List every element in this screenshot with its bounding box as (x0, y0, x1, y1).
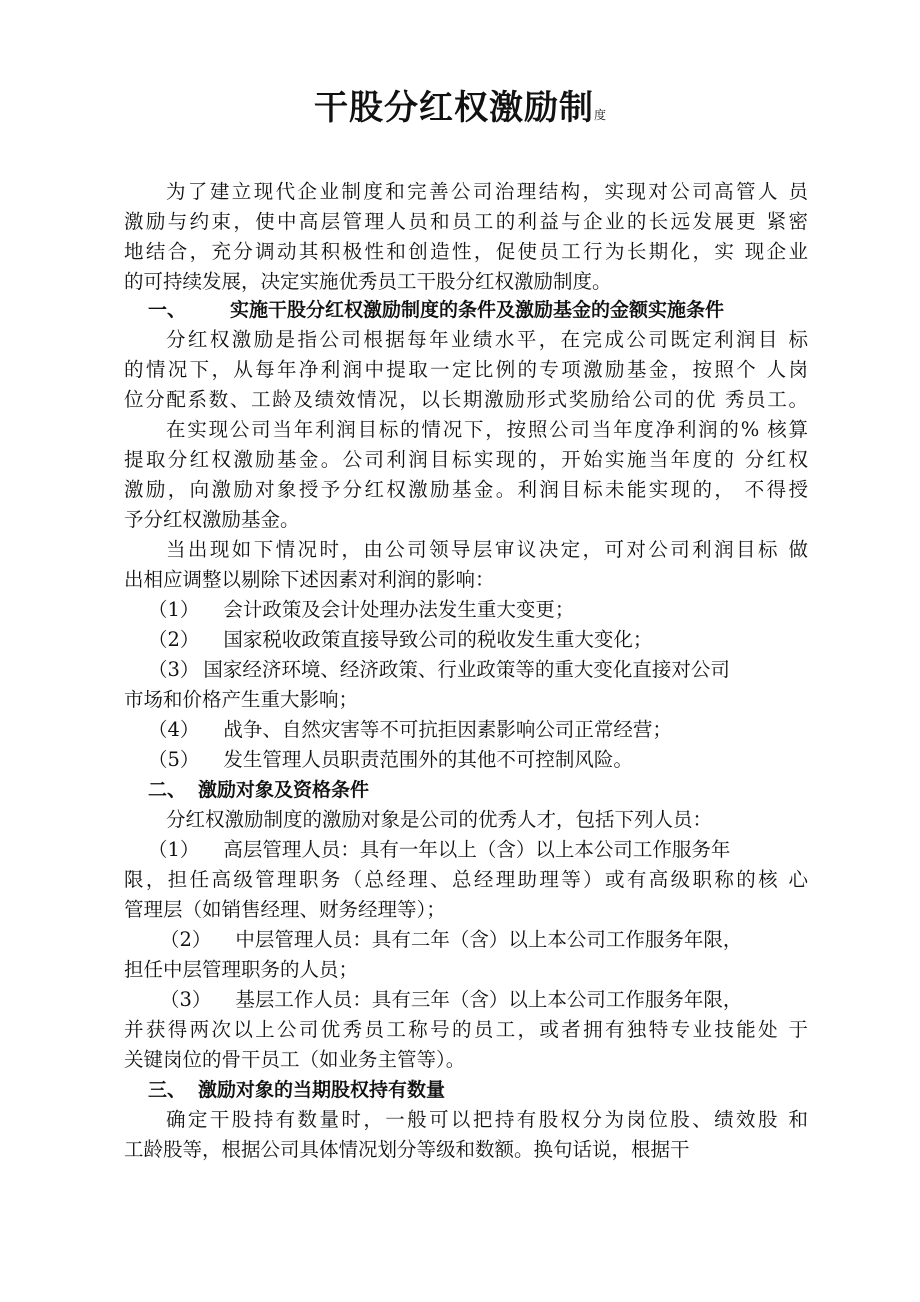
s1-p1-line-3: 位分配系数、工龄及绩效情况，以长期激励形式奖励给公司的优 秀员工。 (124, 388, 808, 411)
s1-item-3-cont: 市场和价格产生重大影响； (124, 688, 359, 711)
s1-item-3 (148, 656, 832, 684)
section-2-heading (148, 776, 832, 804)
s2-item-1-number: （1） (148, 838, 200, 861)
s3-p1-line-1: 确定干股持有数量时，一般可以把持有股权分为岗位股、绩效股 和 (166, 1108, 808, 1131)
s1-p3-line-1: 当出现如下情况时，由公司领导层审议决定，可对公司利润目标 做 (166, 538, 808, 561)
section-1-number: 一、 (148, 299, 187, 321)
s1-item-2 (148, 626, 832, 654)
s2-intro: 分红权激励制度的激励对象是公司的优秀人才，包括下列人员： (166, 808, 713, 831)
s2-item-1-line-2: 限，担任高级管理职务（总经理、总经理助理等）或有高级职称的核 心 (124, 868, 808, 891)
s1-item-5-text: 发生管理人员职责范围外的其他不可控制风险。 (223, 748, 633, 771)
s2-item-2-line-1: 中层管理人员：具有二年（含）以上本公司工作服务年限， (235, 928, 743, 951)
section-2-number: 二、 (148, 779, 187, 801)
section-1-title: 实施干股分红权激励制度的条件及激励基金的金额实施条件 (230, 299, 725, 321)
s2-item-3 (160, 986, 808, 1014)
s1-p2-line-3: 激励，向激励对象授予分红权激励基金。利润目标未能实现的， 不得授 (124, 478, 808, 501)
document-title (0, 80, 920, 129)
s1-p2-line-2: 提取分红权激励基金。公司利润目标实现的，开始实施当年度的 分红权 (124, 448, 808, 471)
section-1-heading (148, 296, 832, 324)
s1-p2-line-4: 予分红权激励基金。 (124, 508, 300, 531)
intro-line-4: 的可持续发展，决定实施优秀员工干股分红权激励制度。 (124, 270, 612, 293)
s1-item-3-text: 国家经济环境、经济政策、行业政策等的重大变化直接对公司 (203, 658, 730, 681)
section-2-title: 激励对象及资格条件 (198, 779, 370, 801)
intro-line-1: 为了建立现代企业制度和完善公司治理结构，实现对公司高管人 员 (166, 180, 808, 203)
title-small: 度 (593, 108, 606, 122)
s2-item-3-line-1: 基层工作人员：具有三年（含）以上本公司工作服务年限， (235, 988, 743, 1011)
s2-item-2-line-2: 担任中层管理职务的人员； (124, 958, 359, 981)
s1-p2-line-1: 在实现公司当年利润目标的情况下，按照公司当年度净利润的% 核算 (166, 418, 808, 441)
section-3-title: 激励对象的当期股权持有数量 (198, 1079, 446, 1101)
section-3-heading (148, 1076, 832, 1104)
s1-item-3-number: （3） (148, 658, 200, 681)
s2-item-3-number: （3） (160, 988, 212, 1011)
s1-item-2-number: （2） (148, 628, 200, 651)
s2-item-1 (148, 836, 808, 864)
s3-p1-line-2: 工龄股等，根据公司具体情况划分等级和数额。换句话说，根据干 (124, 1138, 690, 1161)
s1-item-1-text: 会计政策及会计处理办法发生重大变更； (223, 598, 575, 621)
s1-p1-line-1: 分红权激励是指公司根据每年业绩水平，在完成公司既定利润目 标 (166, 328, 808, 351)
s1-item-1 (148, 596, 832, 624)
s1-p1-line-2: 的情况下，从每年净利润中提取一定比例的专项激励基金，按照个 人岗 (124, 358, 808, 381)
s1-item-4-number: （4） (148, 718, 200, 741)
s2-item-1-line-3: 管理层（如销售经理、财务经理等）； (124, 898, 446, 921)
s1-item-1-number: （1） (148, 598, 200, 621)
intro-line-2: 激励与约束，使中高层管理人员和员工的利益与企业的长远发展更 紧密 (124, 210, 808, 233)
s2-item-1-line-1: 高层管理人员：具有一年以上（含）以上本公司工作服务年 (223, 838, 731, 861)
section-3-number: 三、 (148, 1079, 187, 1101)
s1-p3-line-2: 出相应调整以剔除下述因素对利润的影响： (124, 568, 495, 591)
s2-item-2 (160, 926, 808, 954)
s1-item-5-number: （5） (148, 748, 200, 771)
s1-item-4 (148, 716, 832, 744)
s2-item-3-line-3: 关键岗位的骨干员工（如业务主管等）。 (124, 1048, 466, 1071)
s2-item-3-line-2: 并获得两次以上公司优秀员工称号的员工，或者拥有独特专业技能处 于 (124, 1018, 808, 1041)
s1-item-4-text: 战争、自然灾害等不可抗拒因素影响公司正常经营； (223, 718, 672, 741)
s2-item-2-number: （2） (160, 928, 212, 951)
s1-item-2-text: 国家税收政策直接导致公司的税收发生重大变化； (223, 628, 653, 651)
intro-line-3: 地结合，充分调动其积极性和创造性，促使员工行为长期化，实 现企业 (124, 240, 808, 263)
s1-item-5 (148, 746, 832, 774)
title-main: 干股分红权激励制 (313, 88, 594, 128)
